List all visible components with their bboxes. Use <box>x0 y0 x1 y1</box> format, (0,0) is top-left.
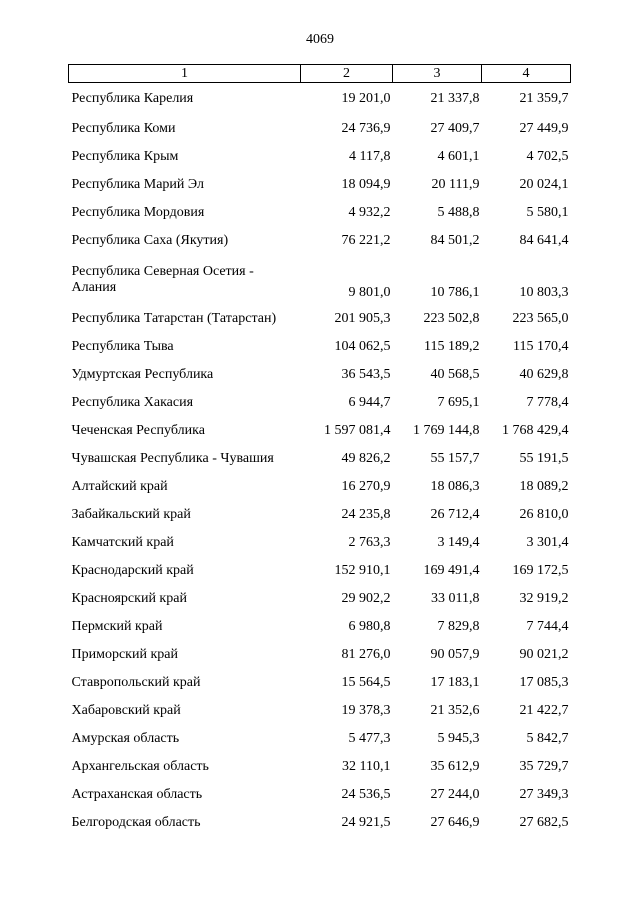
value-col-2-cell: 15 564,5 <box>341 675 391 690</box>
region-name-cell: Пермский край <box>71 619 163 634</box>
region-name-cell: Красноярский край <box>71 591 187 606</box>
value-col-4-cell: 223 565,0 <box>512 311 569 326</box>
region-name-cell: Республика Марий Эл <box>71 177 204 192</box>
value-col-4-cell: 5 842,7 <box>526 731 569 746</box>
region-name-cell: Астраханская область <box>71 787 203 802</box>
table-row <box>69 725 571 753</box>
table-row <box>69 753 571 781</box>
region-name-cell: Республика Саха (Якутия) <box>71 233 229 248</box>
value-col-2-cell: 152 910,1 <box>334 563 391 578</box>
region-name-cell: Республика Северная Осетия - Алания <box>71 264 254 295</box>
value-col-4-cell: 27 349,3 <box>519 787 569 802</box>
header-col-1: 1 <box>69 65 301 83</box>
region-name-cell: Республика Хакасия <box>71 395 194 410</box>
table-row <box>69 809 571 837</box>
value-col-2-cell: 24 235,8 <box>341 507 391 522</box>
region-name-cell: Ставропольский край <box>71 675 201 690</box>
region-name-cell: Республика Карелия <box>71 91 194 106</box>
value-col-2-cell: 6 944,7 <box>348 395 391 410</box>
table-row <box>69 613 571 641</box>
value-col-4-cell: 40 629,8 <box>519 367 569 382</box>
value-col-3-cell: 21 352,6 <box>430 703 480 718</box>
value-col-2-cell: 104 062,5 <box>334 339 391 354</box>
region-name-cell: Чувашская Республика - Чувашия <box>71 451 274 466</box>
value-col-4-cell: 5 580,1 <box>526 205 569 220</box>
table-row <box>69 361 571 389</box>
value-col-4-cell: 27 449,9 <box>519 121 569 136</box>
value-col-3-cell: 90 057,9 <box>430 647 480 662</box>
value-col-4-cell: 20 024,1 <box>519 177 569 192</box>
value-col-3-cell: 27 646,9 <box>430 815 480 830</box>
region-name-cell: Архангельская область <box>71 759 209 774</box>
table-row <box>69 83 571 116</box>
header-row <box>69 65 571 83</box>
value-col-4-cell: 18 089,2 <box>519 479 569 494</box>
region-name-cell: Камчатский край <box>71 535 174 550</box>
header-col-3: 3 <box>393 65 482 83</box>
value-col-4-cell: 3 301,4 <box>526 535 569 550</box>
table-row <box>69 781 571 809</box>
value-col-3-cell: 40 568,5 <box>430 367 480 382</box>
value-col-3-cell: 5 945,3 <box>437 731 480 746</box>
table-row <box>69 697 571 725</box>
value-col-4-cell: 32 919,2 <box>519 591 569 606</box>
value-col-2-cell: 18 094,9 <box>341 177 391 192</box>
table-row <box>69 501 571 529</box>
table-row <box>69 143 571 171</box>
value-col-2-cell: 81 276,0 <box>341 647 391 662</box>
table-body <box>69 83 571 838</box>
region-name-cell: Чеченская Республика <box>71 423 205 438</box>
value-col-3-cell: 20 111,9 <box>431 177 480 192</box>
value-col-3-cell: 3 149,4 <box>437 535 480 550</box>
table-row <box>69 227 571 255</box>
value-col-3-cell: 17 183,1 <box>430 675 480 690</box>
value-col-2-cell: 32 110,1 <box>342 759 391 774</box>
table-row <box>69 305 571 333</box>
value-col-4-cell: 84 641,4 <box>519 233 569 248</box>
value-col-4-cell: 7 744,4 <box>526 619 569 634</box>
value-col-2-cell: 4 117,8 <box>349 149 391 164</box>
table-row <box>69 417 571 445</box>
value-col-3-cell: 33 011,8 <box>431 591 480 606</box>
value-col-2-cell: 2 763,3 <box>348 535 391 550</box>
region-name-cell: Алтайский край <box>71 479 168 494</box>
value-col-3-cell: 4 601,1 <box>437 149 480 164</box>
value-col-3-cell: 169 491,4 <box>423 563 480 578</box>
region-name-cell: Удмуртская Республика <box>71 367 214 382</box>
value-col-4-cell: 35 729,7 <box>519 759 569 774</box>
value-col-3-cell: 27 409,7 <box>430 121 480 136</box>
budget-table <box>68 64 571 837</box>
value-col-3-cell: 35 612,9 <box>430 759 480 774</box>
region-name-cell: Краснодарский край <box>71 563 194 578</box>
region-name-cell: Республика Коми <box>71 121 176 136</box>
value-col-3-cell: 1 769 144,8 <box>413 423 480 438</box>
value-col-3-cell: 7 829,8 <box>437 619 480 634</box>
value-col-3-cell: 21 337,8 <box>430 91 480 106</box>
value-col-3-cell: 115 189,2 <box>424 339 480 354</box>
table-row <box>69 199 571 227</box>
region-name-cell: Республика Тыва <box>71 339 174 354</box>
table-row <box>69 115 571 143</box>
header-col-4: 4 <box>482 65 571 83</box>
table-row <box>69 529 571 557</box>
value-col-2-cell: 5 477,3 <box>348 731 391 746</box>
value-col-2-cell: 19 378,3 <box>341 703 391 718</box>
value-col-4-cell: 1 768 429,4 <box>502 423 569 438</box>
value-col-4-cell: 26 810,0 <box>519 507 569 522</box>
value-col-2-cell: 29 902,2 <box>341 591 391 606</box>
page-number: 4069 <box>306 32 334 47</box>
value-col-3-cell: 26 712,4 <box>430 507 480 522</box>
value-col-3-cell: 5 488,8 <box>437 205 480 220</box>
value-col-2-cell: 19 201,0 <box>341 91 391 106</box>
value-col-4-cell: 7 778,4 <box>526 395 569 410</box>
value-col-3-cell: 27 244,0 <box>430 787 480 802</box>
value-col-2-cell: 36 543,5 <box>341 367 391 382</box>
table-row <box>69 557 571 585</box>
table-row <box>69 445 571 473</box>
value-col-2-cell: 1 597 081,4 <box>324 423 391 438</box>
value-col-4-cell: 90 021,2 <box>519 647 569 662</box>
value-col-3-cell: 223 502,8 <box>423 311 480 326</box>
value-col-4-cell: 55 191,5 <box>519 451 569 466</box>
table-row <box>69 641 571 669</box>
region-name-cell: Республика Мордовия <box>71 205 205 220</box>
value-col-4-cell: 21 422,7 <box>519 703 569 718</box>
region-name-cell: Хабаровский край <box>71 703 181 718</box>
region-name-cell: Белгородская область <box>71 815 201 830</box>
table-row <box>69 473 571 501</box>
table-row <box>69 669 571 697</box>
header-col-2: 2 <box>301 65 393 83</box>
value-col-2-cell: 6 980,8 <box>348 619 391 634</box>
table-header <box>69 65 571 83</box>
region-name-cell: Приморский край <box>71 647 178 662</box>
value-col-4-cell: 4 702,5 <box>526 149 569 164</box>
value-col-3-cell: 10 786,1 <box>430 285 480 300</box>
value-col-2-cell: 201 905,3 <box>334 311 391 326</box>
value-col-4-cell: 115 170,4 <box>513 339 569 354</box>
value-col-2-cell: 9 801,0 <box>348 285 391 300</box>
table-row <box>69 171 571 199</box>
value-col-2-cell: 4 932,2 <box>348 205 391 220</box>
value-col-4-cell: 10 803,3 <box>519 285 569 300</box>
value-col-4-cell: 27 682,5 <box>519 815 569 830</box>
value-col-3-cell: 18 086,3 <box>430 479 480 494</box>
region-name-cell: Республика Татарстан (Татарстан) <box>71 311 277 326</box>
region-name-cell: Забайкальский край <box>71 507 191 522</box>
table-row <box>69 333 571 361</box>
value-col-2-cell: 24 536,5 <box>341 787 391 802</box>
region-name-cell: Республика Крым <box>71 149 179 164</box>
value-col-3-cell: 55 157,7 <box>430 451 480 466</box>
table-row <box>69 585 571 613</box>
value-col-2-cell: 24 736,9 <box>341 121 391 136</box>
value-col-3-cell: 7 695,1 <box>437 395 480 410</box>
value-col-2-cell: 24 921,5 <box>341 815 391 830</box>
value-col-4-cell: 21 359,7 <box>519 91 569 106</box>
value-col-2-cell: 16 270,9 <box>341 479 391 494</box>
value-col-4-cell: 169 172,5 <box>512 563 569 578</box>
region-name-cell: Амурская область <box>71 731 180 746</box>
value-col-4-cell: 17 085,3 <box>519 675 569 690</box>
value-col-3-cell: 84 501,2 <box>430 233 480 248</box>
table-row <box>69 255 571 305</box>
value-col-2-cell: 49 826,2 <box>341 451 391 466</box>
value-col-2-cell: 76 221,2 <box>341 233 391 248</box>
table-row <box>69 389 571 417</box>
